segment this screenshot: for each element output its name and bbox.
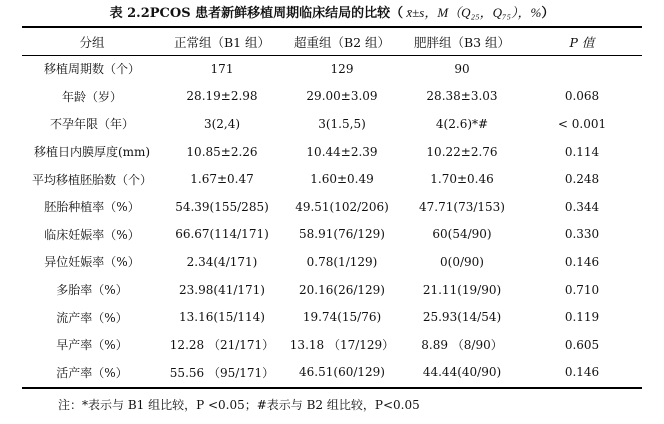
table-row (22, 359, 642, 387)
table-bottom-rule (22, 387, 642, 389)
row-label: 活产率（%） (56, 365, 128, 380)
cell-b1: 3(2,4) (203, 116, 241, 131)
table-row (22, 55, 642, 83)
cell-p-value (522, 55, 642, 83)
table-row (22, 110, 642, 138)
row-label: 胚胎种植率（%） (44, 200, 140, 215)
cell-b1: 1.67±0.47 (190, 172, 254, 187)
header-row (22, 28, 642, 55)
cell-p-value: 0.605 (564, 337, 600, 352)
cell-b3: 8.89 （8/90） (421, 338, 503, 353)
row-label: 年龄（岁） (61, 89, 122, 104)
cell-b3: 47.71(73/153) (419, 199, 505, 214)
cell-b3: 0(0/90) (440, 254, 484, 269)
cell-b1: 10.85±2.26 (186, 144, 258, 159)
cell-b2: 1.60±0.49 (310, 172, 374, 187)
cell-b1: 55.56 （95/171） (169, 365, 275, 380)
cell-b3: 60(54/90) (432, 227, 492, 242)
cell-b3: 44.44(40/90) (422, 365, 502, 380)
cell-b3: 25.93(14/54) (422, 310, 502, 325)
cell-p-value: 0.330 (564, 227, 600, 242)
caption-prefix: 表 2.2PCOS 患者新鲜移植周期临床结局的比较（ (109, 6, 404, 21)
table-row (22, 193, 642, 221)
cell-b2: 13.18 （17/129） (289, 338, 395, 353)
cell-b1: 28.19±2.98 (186, 89, 258, 104)
row-label: 异位妊娠率（%） (44, 255, 140, 270)
row-label: 流产率（%） (56, 310, 128, 325)
table-row (22, 248, 642, 276)
cell-b3: 90 (454, 61, 470, 76)
cell-p-value: 0.710 (564, 282, 600, 297)
cell-p-value: 0.068 (564, 89, 600, 104)
table-row (22, 303, 642, 331)
table-row (22, 276, 642, 304)
header-b3: 肥胖组（B3 组） (413, 34, 511, 50)
cell-b2: 3(1.5,5) (318, 116, 366, 131)
cell-b1: 2.34(4/171) (186, 254, 258, 269)
cell-p-value: 0.114 (564, 144, 600, 159)
cell-b2: 20.16(26/129) (299, 282, 385, 297)
cell-b1: 171 (210, 61, 234, 76)
caption-suffix: ） (541, 6, 555, 21)
cell-p-value: 0.248 (564, 172, 600, 187)
caption-statistics: x̄±s，M（Q₂₅，Q₇₅），% (403, 5, 542, 20)
cell-b1: 13.16(15/114) (179, 310, 265, 325)
cell-b2: 58.91(76/129) (299, 227, 385, 242)
table-header (22, 28, 642, 55)
header-b2: 超重组（B2 组） (293, 34, 391, 50)
row-label: 多胎率（%） (56, 283, 128, 298)
outcome-table-container (22, 28, 642, 386)
row-label: 移植日内膜厚度(mm) (33, 145, 151, 160)
cell-b1: 12.28 （21/171） (169, 338, 275, 353)
cell-p-value: 0.146 (564, 365, 600, 380)
cell-b3: 28.38±3.03 (426, 89, 498, 104)
cell-b2: 49.51(102/206) (295, 199, 389, 214)
cell-p-value: 0.119 (564, 310, 600, 325)
row-label: 早产率（%） (56, 338, 128, 353)
cell-b3: 21.11(19/90) (422, 282, 502, 297)
header-b1: 正常组（B1 组） (173, 34, 271, 50)
cell-b2: 10.44±2.39 (306, 144, 378, 159)
table-row (22, 331, 642, 359)
table-caption (0, 2, 664, 21)
cell-b3: 10.22±2.76 (426, 144, 498, 159)
row-label: 平均移植胚胎数（个） (31, 172, 152, 187)
header-p-value: P 值 (569, 34, 595, 50)
row-label: 不孕年限（年） (49, 117, 134, 132)
cell-b2: 19.74(15/76) (302, 310, 382, 325)
cell-b1: 54.39(155/285) (175, 199, 269, 214)
cell-b2: 129 (330, 61, 354, 76)
cell-b2: 29.00±3.09 (306, 89, 378, 104)
table-row (22, 138, 642, 166)
cell-p-value: < 0.001 (557, 116, 607, 131)
table-row (22, 83, 642, 111)
table-footnote: 注：*表示与 B1 组比较，P <0.05；#表示与 B2 组比较，P<0.05 (58, 398, 420, 412)
cell-b1: 23.98(41/171) (179, 282, 265, 297)
cell-b3: 1.70±0.46 (430, 172, 494, 187)
cell-p-value: 0.344 (564, 199, 600, 214)
header-group: 分组 (79, 34, 105, 50)
row-label: 移植周期数（个） (43, 62, 140, 77)
cell-p-value: 0.146 (564, 254, 600, 269)
cell-b1: 66.67(114/171) (175, 227, 269, 242)
table-body (22, 55, 642, 386)
table-row (22, 165, 642, 193)
outcome-table (22, 28, 642, 386)
table-row (22, 221, 642, 249)
row-label: 临床妊娠率（%） (44, 227, 140, 242)
cell-b3: 4(2.6)*# (435, 116, 489, 131)
cell-b2: 46.51(60/129) (299, 365, 385, 380)
cell-b2: 0.78(1/129) (306, 254, 378, 269)
